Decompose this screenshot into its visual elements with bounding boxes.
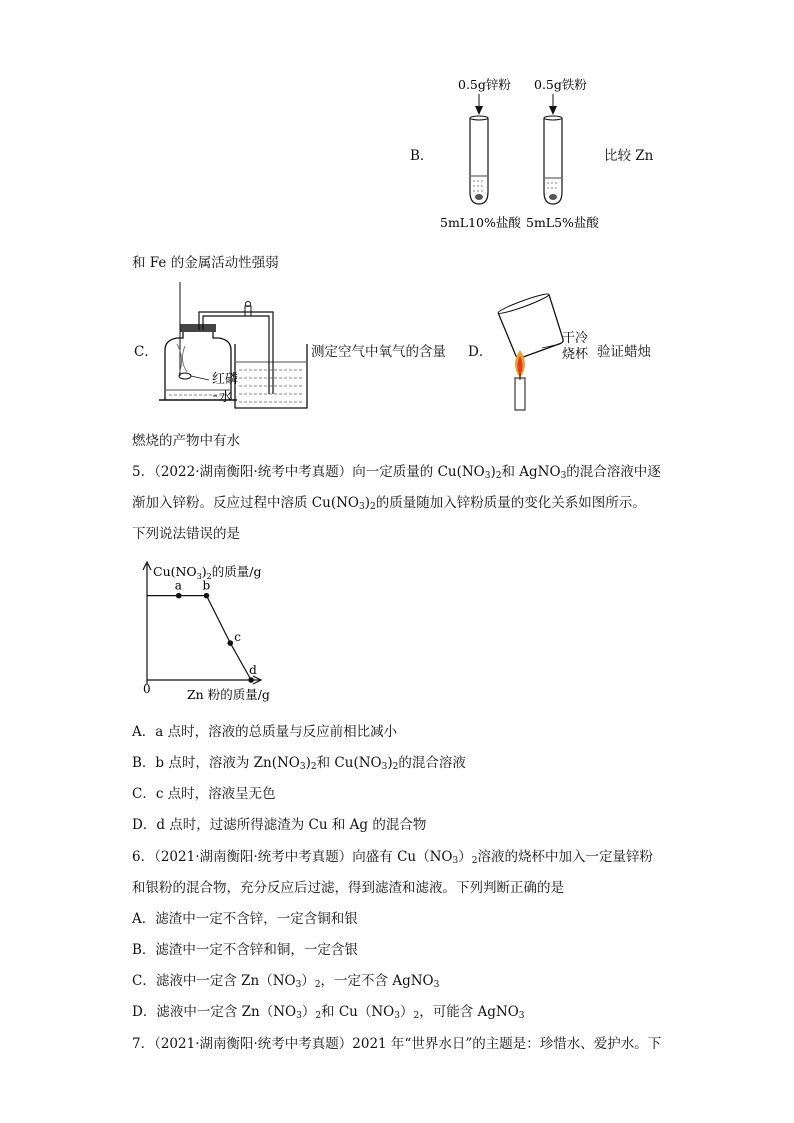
tube2-label: 0.5g铁粉 <box>534 77 587 92</box>
label-water: 水 <box>219 390 233 405</box>
option-c-letter: C． <box>134 344 158 360</box>
candle-beaker-figure <box>490 292 600 414</box>
point-label-a: a <box>174 578 182 593</box>
q6-option-b: B．滤渣中一定不含锌和铜，一定含银 <box>132 942 358 958</box>
q5-line2: 渐加入锌粉。反应过程中溶质 $Cu(NO_3)_2$的质量随加入锌粉质量的变化关系如图所示。 <box>132 495 646 512</box>
option-b-text: 比较 Zn <box>604 148 654 164</box>
option-b-text-cont: 和 Fe 的金属活动性强弱 <box>132 255 279 271</box>
option-b-letter: B． <box>410 148 434 164</box>
test-tube-2 <box>544 116 562 204</box>
tube1-acid: 5mL10%盐酸 <box>440 215 521 230</box>
point-label-b: b <box>202 578 211 593</box>
q5-line3: 下列说法错误的是 <box>132 526 240 542</box>
q6-line1: 6．（2021·湖南衡阳·统考中考真题）向盛有 $Cu(NO_3)_2$溶液的烧杯中加入一定量锌粉 <box>132 849 653 866</box>
option-d-text-cont: 燃烧的产物中有水 <box>132 433 240 449</box>
q6-option-a: A．滤渣中一定不含锌，一定含铜和银 <box>132 911 358 927</box>
label-phosphorus: 红磷 <box>212 372 239 387</box>
cu-nitrate-chart <box>135 560 285 708</box>
q5-line1: 5．（2022·湖南衡阳·统考中考真题）向一定质量的 $Cu(NO_3)_2$和 AgNO$_3$的混合溶液中逐 <box>132 464 661 481</box>
test-tube-1 <box>470 116 488 204</box>
q6-option-c: C．滤液中一定含 $Zn(NO_3)_2$，一定不含 AgNO$_3$ <box>132 973 440 990</box>
point-label-c: c <box>234 630 242 645</box>
phosphorus-apparatus-figure <box>155 282 310 414</box>
y-axis-label: $Cu(NO_3)_2$的质量/g <box>153 564 262 581</box>
q6-option-d: D．滤液中一定含 $Zn(NO_3)_2$和 $Cu(NO_3)_2$，可能含 AgNO$_3$ <box>132 1004 525 1021</box>
stopper <box>180 324 216 332</box>
arrow-down-icon <box>549 106 557 115</box>
label-beaker-2: 烧杯 <box>562 347 589 362</box>
point-label-d: d <box>249 663 257 677</box>
clamp <box>245 306 251 316</box>
tube2-acid: 5mL5%盐酸 <box>526 215 599 230</box>
x-axis-label: Zn 粉的质量/g <box>187 687 270 702</box>
arrow-down-icon <box>475 106 483 115</box>
q6-line2: 和银粉的混合物，充分反应后过滤，得到滤渣和滤液。下列判断正确的是 <box>132 880 564 896</box>
candle <box>515 378 525 410</box>
test-tube-figure <box>440 70 620 240</box>
label-beaker-1: 干冷 <box>562 331 589 346</box>
q5-option-b: B．b 点时，溶液为 $Zn(NO_3)_2$和 $Cu(NO_3)_2$的混合溶液 <box>132 755 466 772</box>
q5-option-a: A．a 点时，溶液的总质量与反应前相比减小 <box>132 724 398 740</box>
origin-label: 0 <box>143 682 151 696</box>
point-c <box>227 640 233 646</box>
q7-line1: 7．（2021·湖南衡阳·统考中考真题）2021 年“世界水日”的主题是：珍惜水、爱护水。下 <box>132 1036 662 1052</box>
option-c-text: 测定空气中氧气的含量 <box>311 344 446 360</box>
tube1-label: 0.5g锌粉 <box>458 77 511 92</box>
option-d-text: 验证蜡烛 <box>597 344 651 360</box>
q5-option-d: D．d 点时，过滤所得滤渣为 Cu 和 Ag 的混合物 <box>132 817 427 833</box>
point-d <box>248 677 254 683</box>
option-d-letter: D． <box>468 344 493 360</box>
q5-option-c: C．c 点时，溶液呈无色 <box>132 786 276 802</box>
point-b <box>204 593 210 599</box>
point-a <box>176 593 182 599</box>
